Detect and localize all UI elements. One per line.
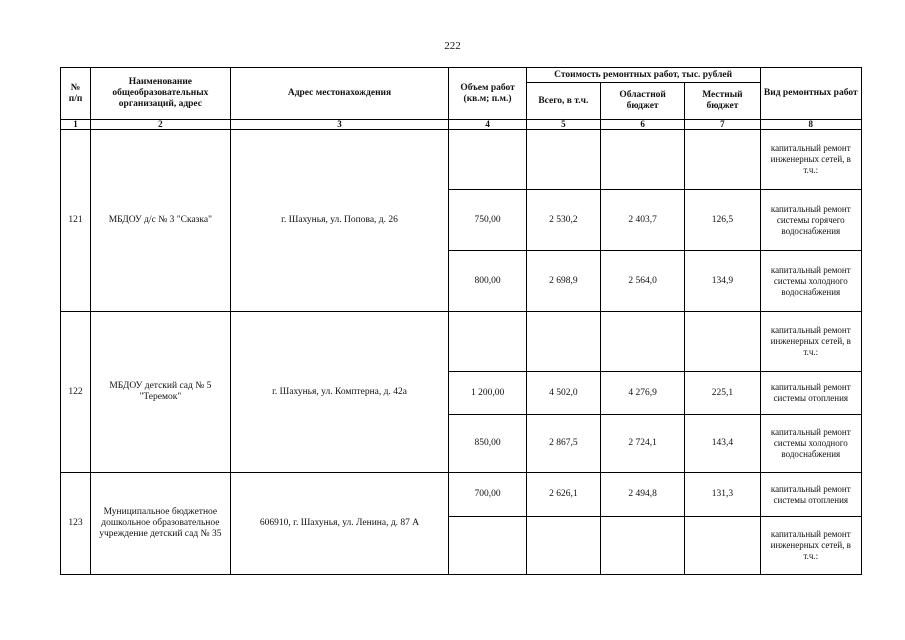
volume-cell: 800,00	[449, 251, 526, 312]
volume-cell: 850,00	[449, 415, 526, 473]
column-number: 6	[600, 120, 684, 130]
local-cell	[685, 312, 760, 372]
volume-cell: 750,00	[449, 190, 526, 251]
total-cell: 2 867,5	[526, 415, 600, 473]
regional-cell: 2 564,0	[600, 251, 684, 312]
regional-cell: 4 276,9	[600, 372, 684, 415]
work-type-cell: капитальный ремонт системы отопления	[760, 473, 861, 517]
header-total: Всего, в т.ч.	[526, 83, 600, 120]
local-cell: 126,5	[685, 190, 760, 251]
column-number: 3	[230, 120, 449, 130]
volume-cell	[449, 517, 526, 575]
row-num: 121	[61, 130, 91, 312]
org-address: 606910, г. Шахунья, ул. Ленина, д. 87 А	[230, 473, 449, 575]
header-work-type: Вид ремонтных работ	[760, 68, 861, 120]
org-name: Муниципальное бюджетное дошкольное образовательное учреждение детский сад № 35	[91, 473, 231, 575]
org-address: г. Шахунья, ул. Попова, д. 26	[230, 130, 449, 312]
org-name: МБДОУ детский сад № 5 "Теремок"	[91, 312, 231, 473]
total-cell: 2 698,9	[526, 251, 600, 312]
work-type-cell: капитальный ремонт инженерных сетей, в т.ч.:	[760, 130, 861, 190]
work-type-cell: капитальный ремонт инженерных сетей, в т.ч.:	[760, 312, 861, 372]
regional-cell	[600, 517, 684, 575]
work-type-cell: капитальный ремонт системы отопления	[760, 372, 861, 415]
local-cell: 134,9	[685, 251, 760, 312]
regional-cell: 2 403,7	[600, 190, 684, 251]
column-number: 7	[685, 120, 760, 130]
regional-cell: 2 724,1	[600, 415, 684, 473]
row-num: 122	[61, 312, 91, 473]
row-num: 123	[61, 473, 91, 575]
total-cell	[526, 130, 600, 190]
header-num: № п/п	[61, 68, 91, 120]
page-number: 222	[444, 40, 461, 52]
volume-cell	[449, 312, 526, 372]
local-cell	[685, 130, 760, 190]
volume-cell: 700,00	[449, 473, 526, 517]
volume-cell	[449, 130, 526, 190]
header-regional: Областной бюджет	[600, 83, 684, 120]
regional-cell	[600, 130, 684, 190]
local-cell: 143,4	[685, 415, 760, 473]
column-number: 5	[526, 120, 600, 130]
table-row	[61, 130, 862, 190]
total-cell	[526, 517, 600, 575]
column-number: 2	[91, 120, 231, 130]
header-volume: Объем работ (кв.м; п.м.)	[449, 68, 526, 120]
work-type-cell: капитальный ремонт системы холодного водоснабжения	[760, 251, 861, 312]
table-row	[61, 473, 862, 517]
header-cost-group: Стоимость ремонтных работ, тыс. рублей	[526, 68, 760, 83]
org-name: МБДОУ д/с № 3 "Сказка"	[91, 130, 231, 312]
local-cell: 225,1	[685, 372, 760, 415]
regional-cell	[600, 312, 684, 372]
work-type-cell: капитальный ремонт системы горячего водоснабжения	[760, 190, 861, 251]
work-type-cell: капитальный ремонт инженерных сетей, в т.ч.:	[760, 517, 861, 575]
column-number: 1	[61, 120, 91, 130]
total-cell: 2 626,1	[526, 473, 600, 517]
header-org-name: Наименование общеобразовательных организаций, адрес	[91, 68, 231, 120]
volume-cell: 1 200,00	[449, 372, 526, 415]
header-local: Местный бюджет	[685, 83, 760, 120]
column-number: 4	[449, 120, 526, 130]
column-number: 8	[760, 120, 861, 130]
org-address: г. Шахунья, ул. Комптерна, д. 42а	[230, 312, 449, 473]
total-cell: 4 502,0	[526, 372, 600, 415]
local-cell	[685, 517, 760, 575]
local-cell: 131,3	[685, 473, 760, 517]
table-row	[61, 312, 862, 372]
header-address: Адрес местонахождения	[230, 68, 449, 120]
total-cell	[526, 312, 600, 372]
regional-cell: 2 494,8	[600, 473, 684, 517]
total-cell: 2 530,2	[526, 190, 600, 251]
work-type-cell: капитальный ремонт системы холодного водоснабжения	[760, 415, 861, 473]
repair-works-table	[60, 67, 862, 575]
